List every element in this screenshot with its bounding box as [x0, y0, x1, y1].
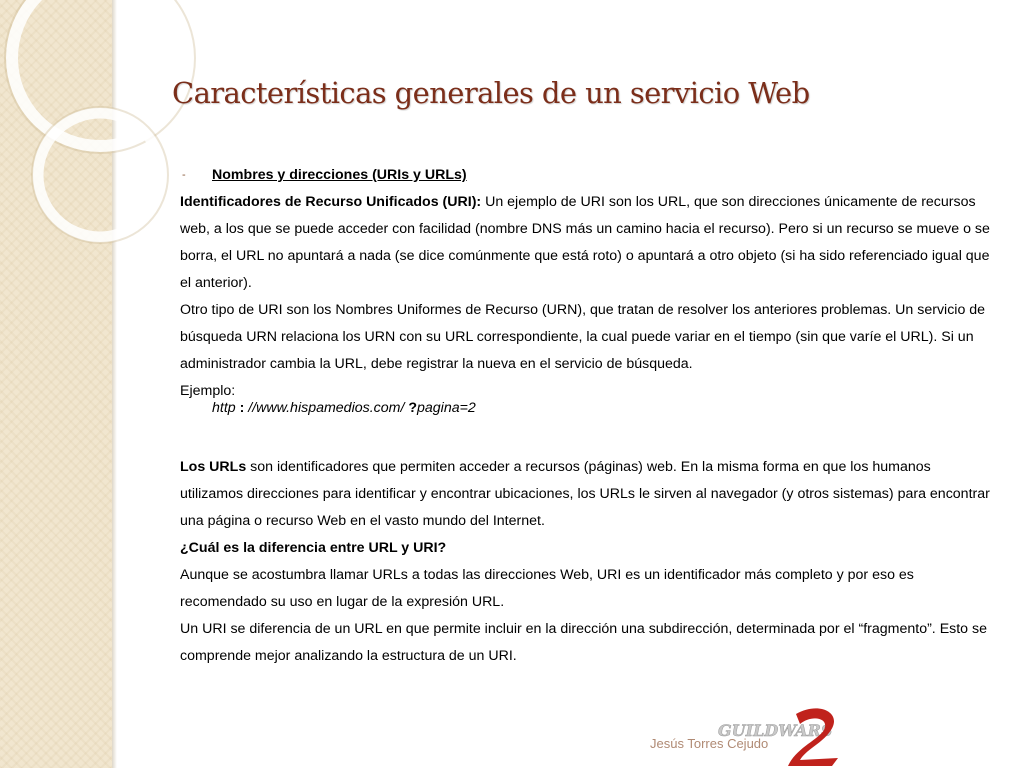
difference-question-text: ¿Cuál es la diferencia entre URL y URI? — [180, 540, 447, 556]
example-label: Ejemplo: — [180, 383, 236, 399]
deco-circle-bottom-shade — [32, 107, 168, 243]
urls-text: son identificadores que permiten acceder a recursos (páginas) web. En la misma forma en que los humanos utilizamos direcciones para identificar y encontrar ubicaciones, los URLs le sirven al navegador (y otros sistemas) para encontrar una página o recurso Web en el vasto mundo del Internet. — [180, 459, 990, 529]
difference-question — [180, 535, 995, 562]
guildwars-logo — [700, 700, 850, 768]
uri-label: Identificadores de Recurso Unificados (URI): — [180, 194, 482, 210]
guildwars-logo-text: GUILDWARS — [718, 721, 833, 740]
example-url-question: ? — [408, 400, 418, 416]
example-url — [212, 400, 995, 417]
footer-author: Jesús Torres Cejudo — [650, 736, 769, 751]
urls-paragraph — [180, 454, 995, 535]
urls-label: Los URLs — [180, 459, 247, 475]
example-url-query: pagina=2 — [417, 400, 476, 416]
urn-paragraph: Otro tipo de URI son los Nombres Uniformes de Recurso (URN), que tratan de resolver los anteriores problemas. Un servicio de búsqueda URN relaciona los URN con su URL correspondiente, la cual puede variar en el tiempo (sin que varíe el URL). Si un administrador cambia la URL, debe registrar la nueva en el servicio de búsqueda. — [180, 302, 986, 372]
example-url-path: //www.hispamedios.com/ — [248, 400, 409, 416]
slide-body — [180, 162, 995, 670]
example-url-colon: : — [235, 400, 249, 416]
deco-circle-top-shade — [5, 0, 195, 153]
example-url-scheme: http — [212, 400, 236, 416]
decorative-circles — [0, 0, 200, 260]
bullet-dash: - — [182, 169, 186, 181]
deco-circle-bottom — [38, 113, 162, 237]
subheading-line — [180, 162, 995, 189]
difference-answer-1: Aunque se acostumbra llamar URLs a todas las direcciones Web, URI es un identificador más completo y por eso es recomendado su uso en lugar de la expresión URL. — [180, 567, 914, 610]
subheading-uri-url: Nombres y direcciones (URIs y URLs) — [212, 167, 467, 183]
uri-paragraph — [180, 189, 995, 297]
difference-answer-2: Un URI se diferencia de un URL en que permite incluir en la dirección una subdirección, determinada por el “fragmento”. Esto se comprende mejor analizando la estructura de un URI. — [180, 621, 988, 664]
uri-text: Un ejemplo de URI son los URL, que son direcciones únicamente de recursos web, a los que se puede acceder con facilidad (nombre DNS más un camino hacia el recurso). Pero si un recurso se mueve o se borra, el URL no apuntará a nada (se dice comúnmente que está roto) o apuntará a otro objeto (si ha sido referenciado igual que el anterior). — [180, 194, 990, 291]
deco-circle-top — [12, 0, 188, 146]
slide-title: Características generales de un servicio Web — [172, 76, 810, 110]
